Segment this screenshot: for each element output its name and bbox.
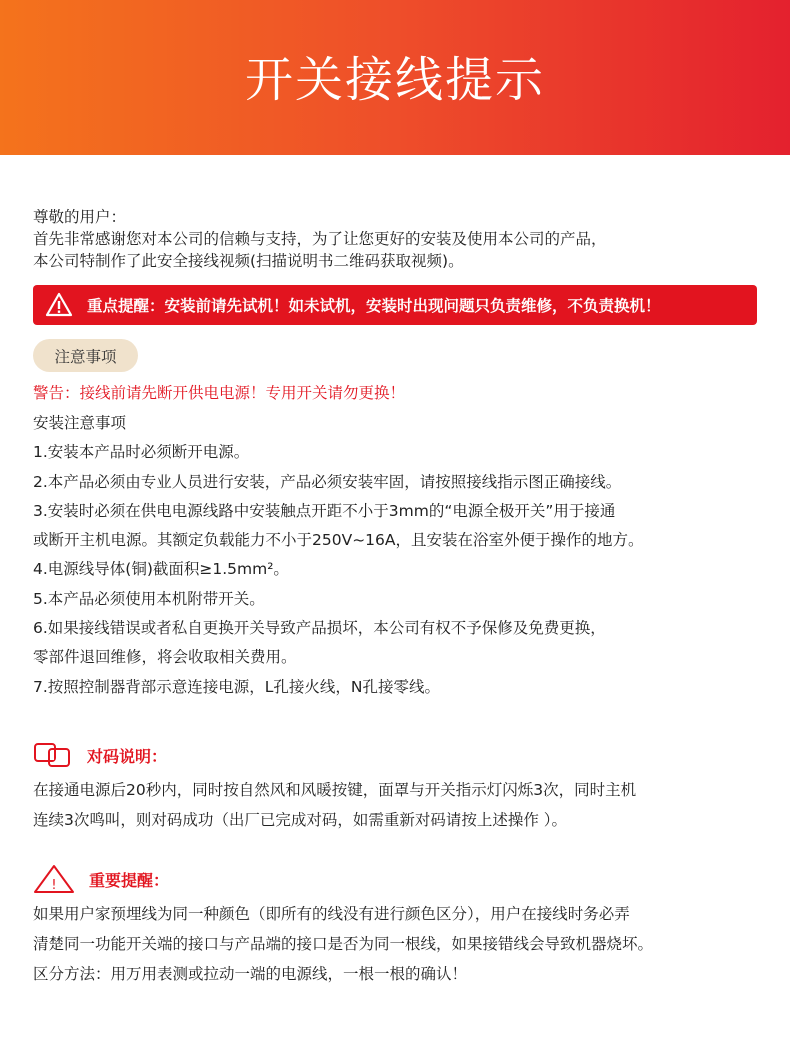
important-body	[33, 899, 653, 989]
warning-text: 警告：接线前请先断开供电电源！专用开关请勿更换！	[33, 384, 406, 402]
pairing-body	[33, 775, 636, 835]
important-heading	[33, 864, 169, 894]
alert-bar	[33, 285, 757, 325]
link-icon	[33, 742, 73, 768]
important-line: 如果用户家预埋线为同一种颜色（即所有的线没有进行颜色区分），用户在接线时务必弄	[33, 905, 630, 923]
notice-line: 6.如果接线错误或者私自更换开关导致产品损坏，本公司有权不予保修及免费更换，	[33, 619, 606, 638]
alert-text: 重点提醒：安装前请先试机！如未试机，安装时出现问题只负责维修，不负责换机！	[87, 297, 661, 315]
greeting-line: 本公司特制作了此安全接线视频(扫描说明书二维码获取视频)。	[33, 252, 464, 270]
warning-triangle-icon	[33, 864, 75, 894]
notice-tag: 注意事项	[33, 339, 138, 372]
notice-line: 1.安装本产品时必须断开电源。	[33, 443, 250, 462]
header-banner	[0, 0, 790, 155]
important-heading-text: 重要提醒：	[89, 870, 170, 890]
notice-line: 或断开主机电源。其额定负载能力不小于250V~16A，且安装在浴室外便于操作的地方。	[33, 531, 644, 550]
notice-list	[33, 409, 644, 702]
important-line: 清楚同一功能开关端的接口与产品端的接口是否为同一根线，如果接错线会导致机器烧坏。	[33, 935, 654, 953]
notice-line: 安装注意事项	[33, 414, 127, 432]
notice-line: 4.电源线导体(铜)截面积≥1.5mm²。	[33, 560, 289, 579]
greeting-line: 尊敬的用户：	[33, 208, 127, 226]
pairing-heading-text: 对码说明：	[87, 746, 168, 766]
important-line: 区分方法：用万用表测或拉动一端的电源线，一根一根的确认！	[33, 965, 468, 983]
warning-triangle-icon	[45, 292, 73, 318]
notice-line: 零部件退回维修，将会收取相关费用。	[33, 648, 297, 667]
greeting-line: 首先非常感谢您对本公司的信赖与支持，为了让您更好的安装及使用本公司的产品，	[33, 230, 607, 248]
pairing-line: 在接通电源后20秒内，同时按自然风和风暖按键，面罩与开关指示灯闪烁3次，同时主机	[33, 781, 637, 799]
pairing-line: 连续3次鸣叫，则对码成功（出厂已完成对码，如需重新对码请按上述操作 ）。	[33, 811, 568, 829]
pairing-heading	[33, 742, 167, 768]
notice-line: 5.本产品必须使用本机附带开关。	[33, 589, 265, 608]
notice-line: 2.本产品必须由专业人员进行安装，产品必须安装牢固，请按照接线指示图正确接线。	[33, 472, 622, 491]
notice-line: 7.按照控制器背部示意连接电源，L孔接火线，N孔接零线。	[33, 677, 441, 696]
notice-line: 3.安装时必须在供电电源线路中安装触点开距不小于3mm的“电源全极开关”用于接通	[33, 501, 616, 520]
page-title: 开关接线提示	[244, 52, 545, 108]
svg-text:!: !	[51, 878, 57, 893]
greeting-block	[33, 206, 607, 272]
